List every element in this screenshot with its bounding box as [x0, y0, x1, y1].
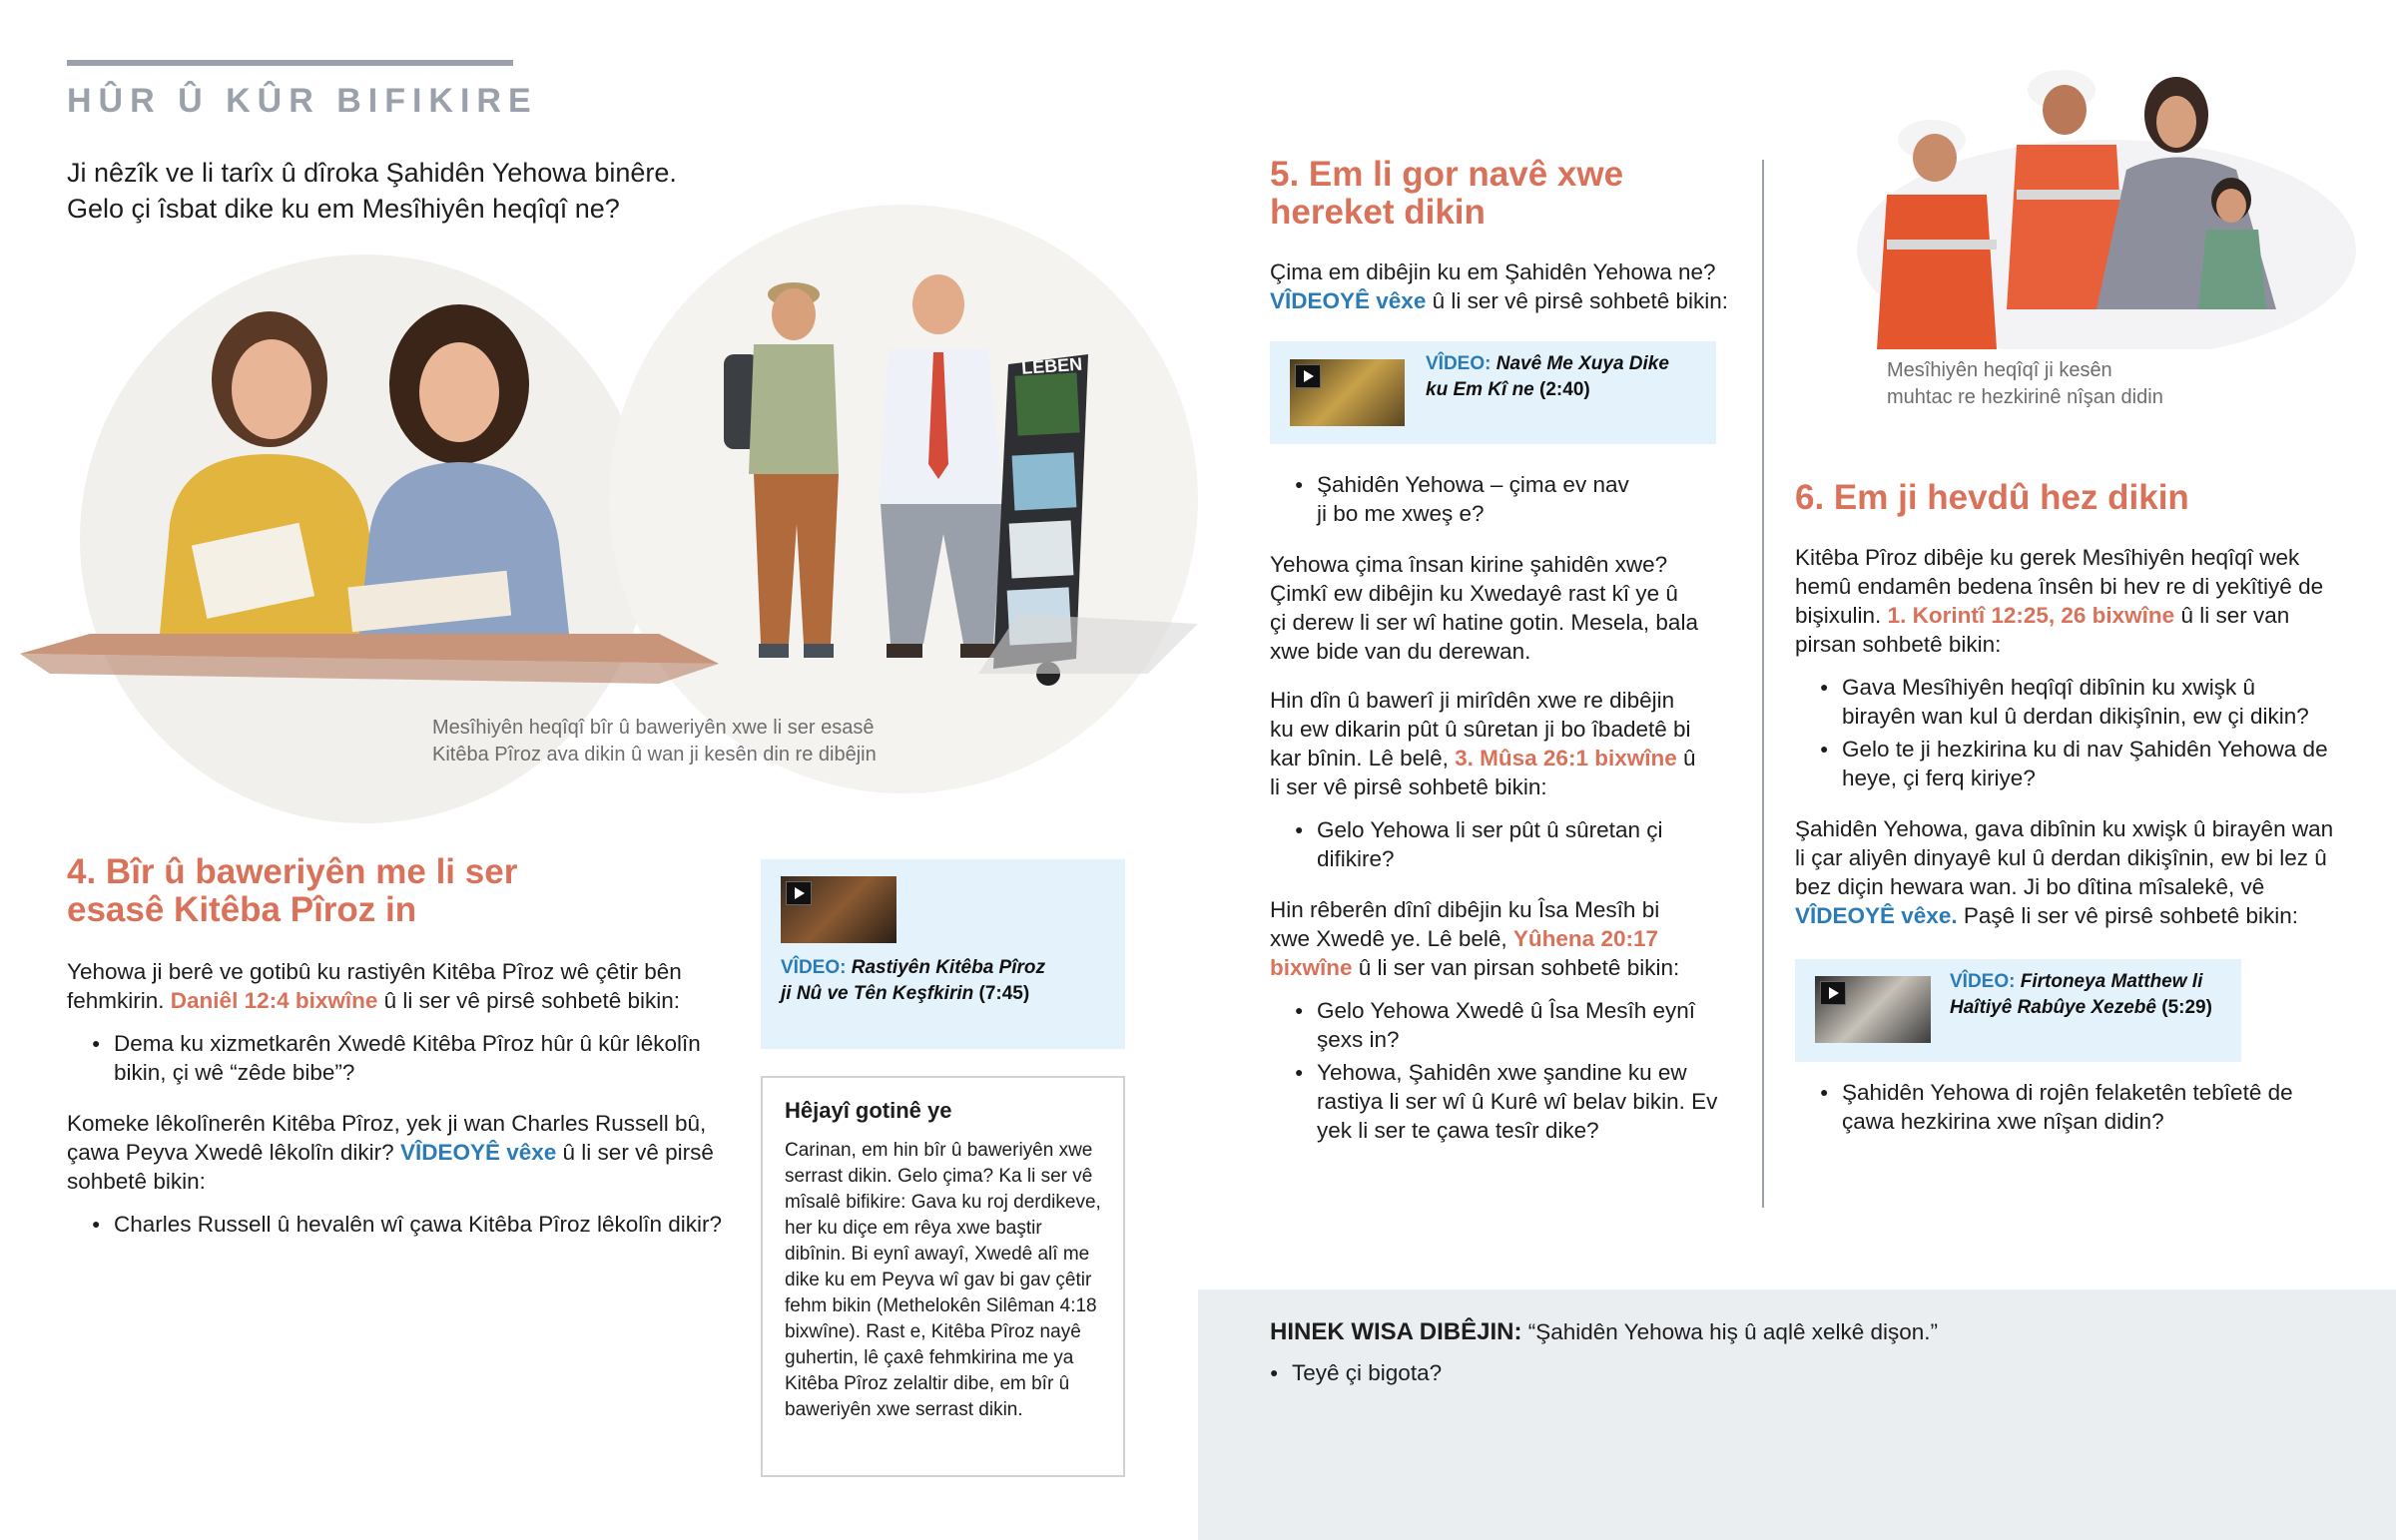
section-4-questions-2: [67, 1210, 731, 1239]
video-3-title-line2: Haîtiyê Rabûye Xezebê: [1950, 997, 2156, 1018]
intro-line-2: Gelo çi îsbat dike ku em Mesîhiyên heqîqî ne?: [67, 194, 620, 224]
video-1-label: VÎDEO:: [781, 957, 847, 978]
header-rule: [67, 60, 513, 66]
section-5-p4-text-end: û li ser van pirsan sohbetê bikin:: [1358, 955, 1680, 980]
section-5-paragraph-2: Yehowa çima însan kirine şahidên xwe? Çimkî ew dibêjin ku Xwedayê rast kî ye û çi derew li ser wî hatine gotin. Mesela, bala xwe bide van du derewan.: [1270, 552, 1698, 664]
section-5: [1270, 156, 1739, 1149]
scripture-link-daniel[interactable]: Daniêl 12:4 bixwîne: [170, 988, 378, 1013]
play-icon[interactable]: [1820, 981, 1846, 1005]
section-6-p1-text: Kitêba Pîroz dibêje ku gerek Mesîhiyên heqîqî wek hemû endamên bedena însên bi hev re di yekîtiyê de bişixulin.: [1795, 545, 2324, 628]
section-4: [67, 853, 731, 1243]
page-title: HÛR Û KÛR BIFIKIRE: [67, 82, 538, 120]
video-1-duration: (7:45): [978, 983, 1030, 1004]
section-5-questions-2: [1270, 815, 1739, 873]
section-4-p1-text-end: û li ser vê pirsê sohbetê bikin:: [383, 988, 681, 1013]
section-5-title-line2: hereket dikin: [1270, 193, 1486, 232]
scripture-link-john[interactable]: Yûhena 20:17 bixwîne: [1270, 926, 1658, 980]
section-4-p2-text-end: û li ser vê pirsê sohbetê bikin:: [67, 1140, 714, 1194]
section-6-question-2: ● Gelo te ji hezkirina ku di nav Şahidên Yehowa de heye, çi ferq kiriye?: [1795, 735, 2334, 792]
video-1-title-line1: Rastiyên Kitêba Pîroz: [851, 957, 1046, 978]
scripture-link-corinthians[interactable]: 1. Korintî 12:25, 26 bixwîne: [1887, 603, 2175, 628]
video-2-duration: (2:40): [1539, 379, 1590, 400]
section-5-p1-text-end: û li ser vê pirsê sohbetê bikin:: [1432, 288, 1729, 313]
video-2-title-line2: ku Em Kî ne: [1426, 379, 1534, 400]
video-2-label: VÎDEO:: [1426, 353, 1492, 374]
section-4-paragraph-1: [67, 957, 731, 1015]
section-4-body: [67, 957, 731, 1239]
note-box-text: Carinan, em hin bîr û baweriyên xwe serrast dikin. Gelo çima? Ka li ser vê mîsalê bifikire: Gava ku roj derdikeve, her ku diçe em rêya xwe baştir dibînin. Bi eynî awayî, Xwedê alî me dike ku em Peyva wî gav bi gav çêtir fehm bikin (Methelokên Silêman 4:18 bixwîne). Rast e, Kitêba Pîroz nayê guhertin, lê çaxê fehmkirina me ya Kitêba Pîroz zelaltir dibe, em bîr û baweriyên xwe serrast dikin.: [785, 1140, 1101, 1420]
video-card-2[interactable]: [1270, 341, 1716, 444]
play-icon[interactable]: [1295, 364, 1321, 388]
section-4-p1-text: Yehowa ji berê ve gotibû ku rastiyên Kitêba Pîroz wê çêtir bên fehmkirin.: [67, 959, 682, 1013]
section-5-title-line1: 5. Em li gor navê xwe: [1270, 155, 1624, 194]
column-divider: [1762, 160, 1764, 1208]
section-6-questions-1: [1795, 673, 2334, 792]
figure1-caption: [432, 715, 877, 769]
section-6-paragraph-1: [1795, 543, 2334, 659]
section-4-p2-text: Komeke lêkolînerên Kitêba Pîroz, yek ji wan Charles Russell bû, çawa Peyva Xwedê lêkolîn dikir?: [67, 1111, 707, 1165]
objection-line: [1270, 1317, 2348, 1346]
section-6-question-1: ● Gava Mesîhiyên heqîqî dibînin ku xwişk û birayên wan kul û derdan dikişînin, ew çi dikin?: [1795, 673, 2334, 731]
section-5-question-2: ● Gelo Yehowa li ser pût û sûretan çi difikire?: [1270, 815, 1689, 873]
woman-right: [347, 304, 569, 634]
section-5-p3-text-end: û li ser vê pirsê sohbetê bikin:: [1270, 746, 1696, 799]
section-4-questions-1: [67, 1029, 731, 1087]
section-6-questions-2: [1795, 1078, 2334, 1136]
worker-left: [1877, 120, 1997, 349]
section-5-p4-text: Hin rêberên dînî dibêjin ku Îsa Mesîh bi xwe Xwedê ye. Lê belê,: [1270, 897, 1660, 951]
objection-quote: “Şahidên Yehowa hiş û aqlê xelkê dişon.”: [1527, 1319, 1939, 1344]
section-6-p2-text: Şahidên Yehowa, gava dibînin ku xwişk û birayên wan li çar aliyên dinyayê kul û derdan dikişînin, ew bi lez û bez diçin hewara wan. Ji bo dîtina mîsalekê, vê: [1795, 816, 2334, 899]
play-icon[interactable]: [786, 881, 812, 905]
video-2-title-line1: Navê Me Xuya Dike: [1496, 353, 1669, 374]
figure2-caption: [1887, 357, 2163, 411]
section-6-p2-text-end: Paşê li ser vê pirsê sohbetê bikin:: [1963, 903, 2299, 928]
video-3-title-line1: Firtoneya Matthew li: [2020, 971, 2203, 992]
video-link-section-5[interactable]: VÎDEOYÊ vêxe: [1270, 288, 1427, 313]
video-1-thumbnail[interactable]: [781, 876, 897, 943]
section-5-paragraph-4: [1270, 895, 1699, 982]
objection-box: [1198, 1289, 2396, 1540]
note-box: [761, 1076, 1125, 1477]
objection-content: [1270, 1317, 2348, 1391]
section-4-title: [67, 853, 731, 929]
section-5-title: [1270, 156, 1739, 232]
figure1-caption-line1: Mesîhiyên heqîqî bîr û baweriyên xwe li ser esasê: [432, 717, 875, 739]
video-1-title-line2: ji Nû ve Tên Keşfkirin: [781, 983, 974, 1004]
video-2-text: [1426, 351, 1669, 403]
section-5-p3-text: Hin dîn û bawerî ji mirîdên xwe re dibêjin ku ew dikarin pût û sûretan ji bo îbadetê bi kar bînin. Lê belê,: [1270, 688, 1691, 770]
section-4-title-line1: 4. Bîr û baweriyên me li ser: [67, 852, 518, 891]
video-card-1[interactable]: [761, 859, 1125, 1049]
section-4-paragraph-2: [67, 1109, 731, 1196]
section-6-question-3: ● Şahidên Yehowa di rojên felaketên tebîetê de çawa hezkirina xwe nîşan didin?: [1795, 1078, 2334, 1136]
section-5-questions-1: [1270, 470, 1739, 528]
scripture-link-leviticus[interactable]: 3. Mûsa 26:1 bixwîne: [1455, 746, 1677, 770]
objection-label: HINEK WISA DIBÊJIN:: [1270, 1318, 1522, 1345]
section-5-question-4: ● Yehowa, Şahidên xwe şandine ku ew rastiya li ser wî û Kurê wî belav bikin. Ev yek li ser te çawa tesîr dike?: [1270, 1058, 1719, 1145]
objection-question-1: ● Teyê çi bigota?: [1245, 1358, 2348, 1387]
woman-left: [160, 311, 379, 634]
video-link-section-6[interactable]: VÎDEOYÊ vêxe.: [1795, 903, 1958, 928]
section-5-questions-3: [1270, 996, 1739, 1145]
section-6-paragraph-2: [1795, 814, 2334, 930]
study-illustration: [20, 205, 1208, 823]
video-1-text: [781, 955, 1045, 1007]
relief-illustration: [1847, 50, 2366, 349]
section-5-paragraph-3: [1270, 686, 1699, 801]
section-5-p1-text: Çima em dibêjin ku em Şahidên Yehowa ne?: [1270, 259, 1716, 284]
video-3-duration: (5:29): [2161, 997, 2212, 1018]
man-backpack: [724, 282, 839, 658]
man-tie: [879, 274, 1003, 658]
video-3-text: [1950, 969, 2212, 1021]
section-5-question-1: ● Şahidên Yehowa – çima ev nav ji bo me xweş e?: [1270, 470, 1644, 528]
stand-sign-text: LEBEN: [1020, 353, 1083, 378]
section-4-question-1: ● Dema ku xizmetkarên Xwedê Kitêba Pîroz hûr û kûr lêkolîn bikin, çi wê “zêde bibe”?: [67, 1029, 731, 1087]
video-2-thumbnail[interactable]: [1290, 359, 1405, 426]
figure2-caption-line2: muhtac re hezkirinê nîşan didin: [1887, 386, 2163, 408]
section-4-question-2: ● Charles Russell û hevalên wî çawa Kitêba Pîroz lêkolîn dikir?: [67, 1210, 731, 1239]
section-5-question-3: ● Gelo Yehowa Xwedê û Îsa Mesîh eynî şexs in?: [1270, 996, 1719, 1054]
section-4-title-line2: esasê Kitêba Pîroz in: [67, 890, 417, 929]
section-6-title: 6. Em ji hevdû hez dikin: [1795, 478, 2189, 517]
note-box-title: Hêjayî gotinê ye: [785, 1098, 952, 1123]
video-link-section-4[interactable]: VÎDEOYÊ vêxe: [399, 1140, 557, 1165]
figure2-caption-line1: Mesîhiyên heqîqî ji kesên: [1887, 359, 2112, 381]
figure1-caption-line2: Kitêba Pîroz ava dikin û wan ji kesên din re dibêjin: [432, 744, 877, 766]
section-6-p1-text-end: û li ser van pirsan sohbetê bikin:: [1795, 603, 2290, 657]
video-card-3[interactable]: [1795, 959, 2241, 1062]
video-3-thumbnail[interactable]: [1815, 976, 1931, 1043]
objection-questions: [1245, 1358, 2348, 1387]
intro-line-1: Ji nêzîk ve li tarîx û dîroka Şahidên Yehowa binêre.: [67, 158, 677, 188]
section-5-paragraph-1: [1270, 257, 1739, 315]
video-3-label: VÎDEO:: [1950, 971, 2016, 992]
